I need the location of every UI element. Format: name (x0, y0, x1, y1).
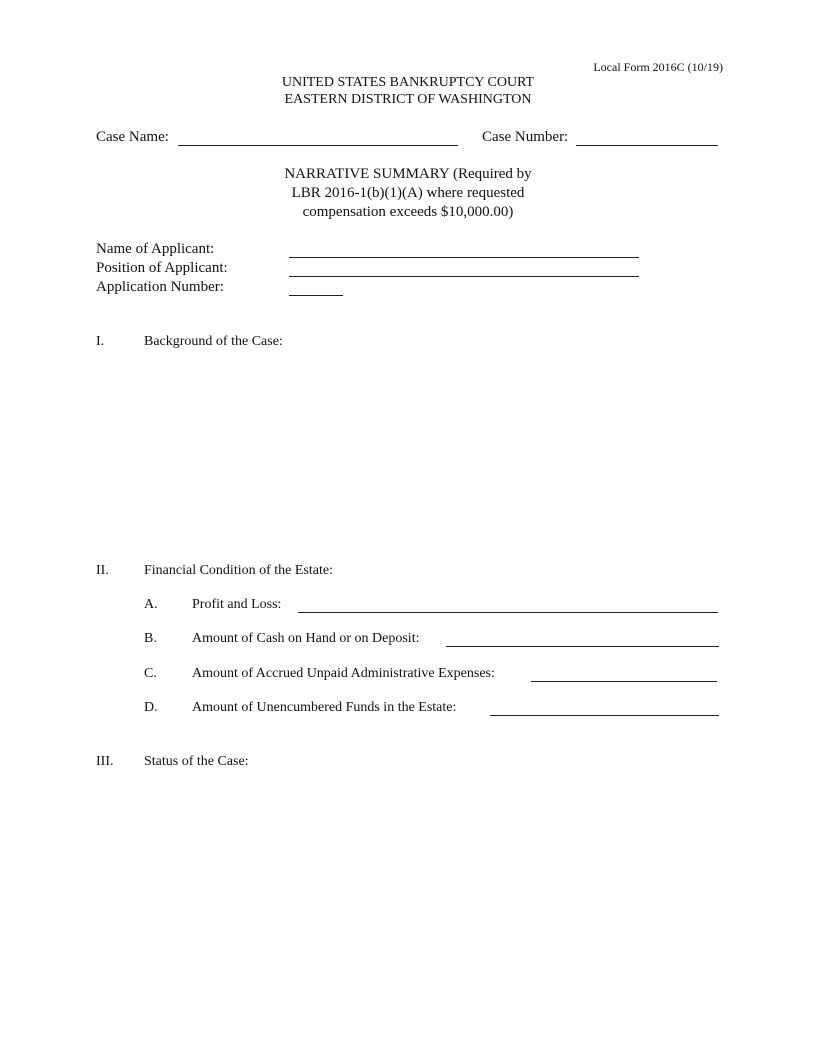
court-district: EASTERN DISTRICT OF WASHINGTON (284, 92, 532, 107)
item-d-label: Amount of Unencumbered Funds in the Estate: (192, 700, 457, 715)
form-number: Local Form 2016C (10/19) (593, 60, 723, 74)
section-2-number: II. (96, 563, 109, 578)
applicant-name-label: Name of Applicant: (96, 241, 215, 257)
case-name-field[interactable] (178, 145, 458, 146)
cash-on-hand-field[interactable] (446, 646, 719, 647)
accrued-expenses-field[interactable] (531, 681, 717, 682)
item-b-label: Amount of Cash on Hand or on Deposit: (192, 631, 420, 646)
court-name: UNITED STATES BANKRUPTCY COURT (281, 75, 535, 90)
case-number-field[interactable] (576, 145, 718, 146)
section-3-title: Status of the Case: (144, 754, 249, 769)
item-a-label: Profit and Loss: (192, 597, 282, 612)
application-number-label: Application Number: (96, 279, 224, 295)
form-title-line3: compensation exceeds $10,000.00) (302, 204, 514, 220)
form-title-line2: LBR 2016-1(b)(1)(A) where requested (291, 185, 525, 201)
item-d-letter: D. (144, 700, 158, 715)
application-number-field[interactable] (289, 295, 343, 296)
case-number-label: Case Number: (482, 129, 569, 145)
item-c-label: Amount of Accrued Unpaid Administrative Expenses: (192, 666, 495, 681)
section-1-number: I. (96, 334, 105, 349)
item-c-letter: C. (144, 666, 157, 681)
item-a-letter: A. (144, 597, 158, 612)
profit-loss-field[interactable] (298, 612, 718, 613)
item-b-letter: B. (144, 631, 157, 646)
applicant-name-field[interactable] (289, 257, 639, 258)
section-3-number: III. (96, 754, 114, 769)
applicant-position-label: Position of Applicant: (96, 260, 228, 276)
section-2-title: Financial Condition of the Estate: (144, 563, 333, 578)
case-name-label: Case Name: (96, 129, 169, 145)
section-1-title: Background of the Case: (144, 334, 283, 349)
applicant-position-field[interactable] (289, 276, 639, 277)
unencumbered-funds-field[interactable] (490, 715, 719, 716)
form-title-line1: NARRATIVE SUMMARY (Required by (284, 166, 532, 182)
